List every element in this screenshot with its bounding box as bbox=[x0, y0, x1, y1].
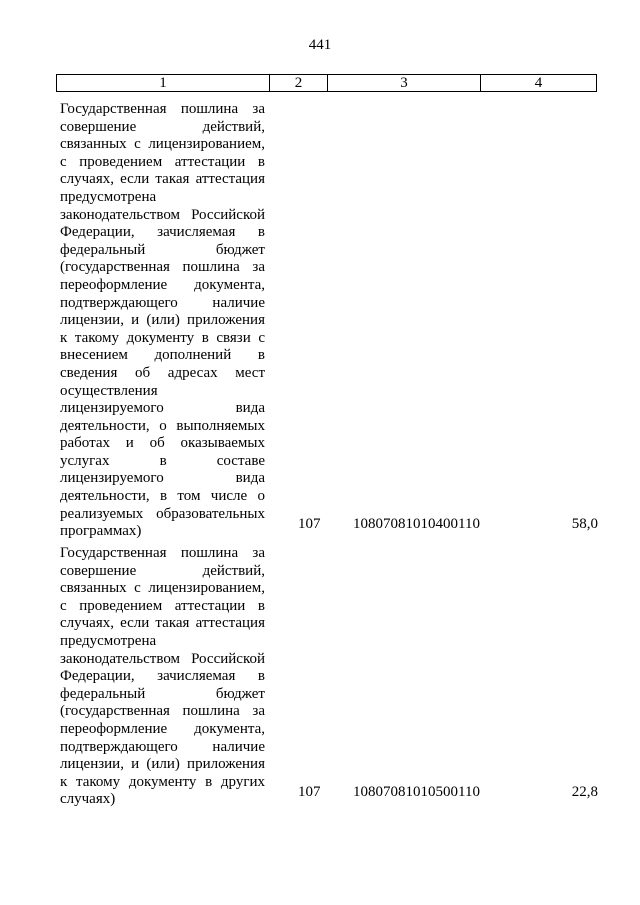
amount-value: 58,0 bbox=[571, 516, 598, 532]
description-line: сведения об адресах мест bbox=[60, 364, 265, 381]
description-line: к такому документу в других bbox=[60, 773, 265, 790]
description-line: федеральный бюджет bbox=[60, 241, 265, 258]
description-line: программах) bbox=[60, 523, 142, 540]
description-line: лицензии, и (или) приложения bbox=[60, 756, 265, 773]
column-header-1: 1 bbox=[57, 75, 270, 91]
description-line: Федерации, зачисляемая в bbox=[60, 224, 265, 241]
description-line: связанных с лицензированием, bbox=[60, 580, 265, 597]
description-line: (государственная пошлина за bbox=[60, 703, 265, 720]
description-line: к такому документу в связи с bbox=[60, 329, 265, 346]
description-line: (государственная пошлина за bbox=[60, 259, 265, 276]
description-line: Государственная пошлина за bbox=[60, 101, 265, 117]
row-description bbox=[60, 101, 265, 541]
description-line: совершение действий, bbox=[60, 562, 265, 579]
description-line: переоформление документа, bbox=[60, 276, 265, 293]
description-line: случаях) bbox=[60, 791, 116, 808]
description-line: подтверждающего наличие bbox=[60, 294, 265, 311]
description-line: деятельности, в том числе о bbox=[60, 488, 265, 505]
description-line: подтверждающего наличие bbox=[60, 738, 265, 755]
description-line: случаях, если такая аттестация bbox=[60, 615, 265, 632]
description-line: осуществления bbox=[60, 382, 158, 399]
description-line: случаях, если такая аттестация bbox=[60, 171, 265, 188]
description-line: деятельности, о выполняемых bbox=[60, 417, 265, 434]
column-header-3: 3 bbox=[328, 75, 481, 91]
description-line: реализуемых образовательных bbox=[60, 505, 265, 522]
description-line: законодательством Российской bbox=[60, 206, 265, 223]
admin-code: 107 bbox=[298, 784, 321, 800]
description-line: связанных с лицензированием, bbox=[60, 136, 265, 153]
table-header-row bbox=[56, 74, 597, 92]
description-line: Государственная пошлина за bbox=[60, 545, 265, 561]
description-line: с проведением аттестации в bbox=[60, 597, 265, 614]
description-line: лицензируемого вида bbox=[60, 470, 265, 487]
description-line: переоформление документа, bbox=[60, 720, 265, 737]
description-line: лицензии, и (или) приложения bbox=[60, 312, 265, 329]
description-line: совершение действий, bbox=[60, 118, 265, 135]
description-line: с проведением аттестации в bbox=[60, 153, 265, 170]
description-line: федеральный бюджет bbox=[60, 685, 265, 702]
description-line: законодательством Российской bbox=[60, 650, 265, 667]
description-line: предусмотрена bbox=[60, 632, 157, 649]
column-header-2: 2 bbox=[270, 75, 328, 91]
row-description bbox=[60, 545, 265, 809]
description-line: предусмотрена bbox=[60, 188, 157, 205]
description-line: внесением дополнений в bbox=[60, 347, 265, 364]
admin-code: 107 bbox=[298, 516, 321, 532]
kbk-code: 10807081010400110 bbox=[353, 516, 480, 532]
description-line: работах и об оказываемых bbox=[60, 435, 265, 452]
amount-value: 22,8 bbox=[571, 784, 598, 800]
page-number: 441 bbox=[308, 37, 332, 53]
description-line: услугах в составе bbox=[60, 452, 265, 469]
description-line: лицензируемого вида bbox=[60, 400, 265, 417]
kbk-code: 10807081010500110 bbox=[353, 784, 480, 800]
column-header-4: 4 bbox=[534, 75, 543, 91]
description-line: Федерации, зачисляемая в bbox=[60, 668, 265, 685]
